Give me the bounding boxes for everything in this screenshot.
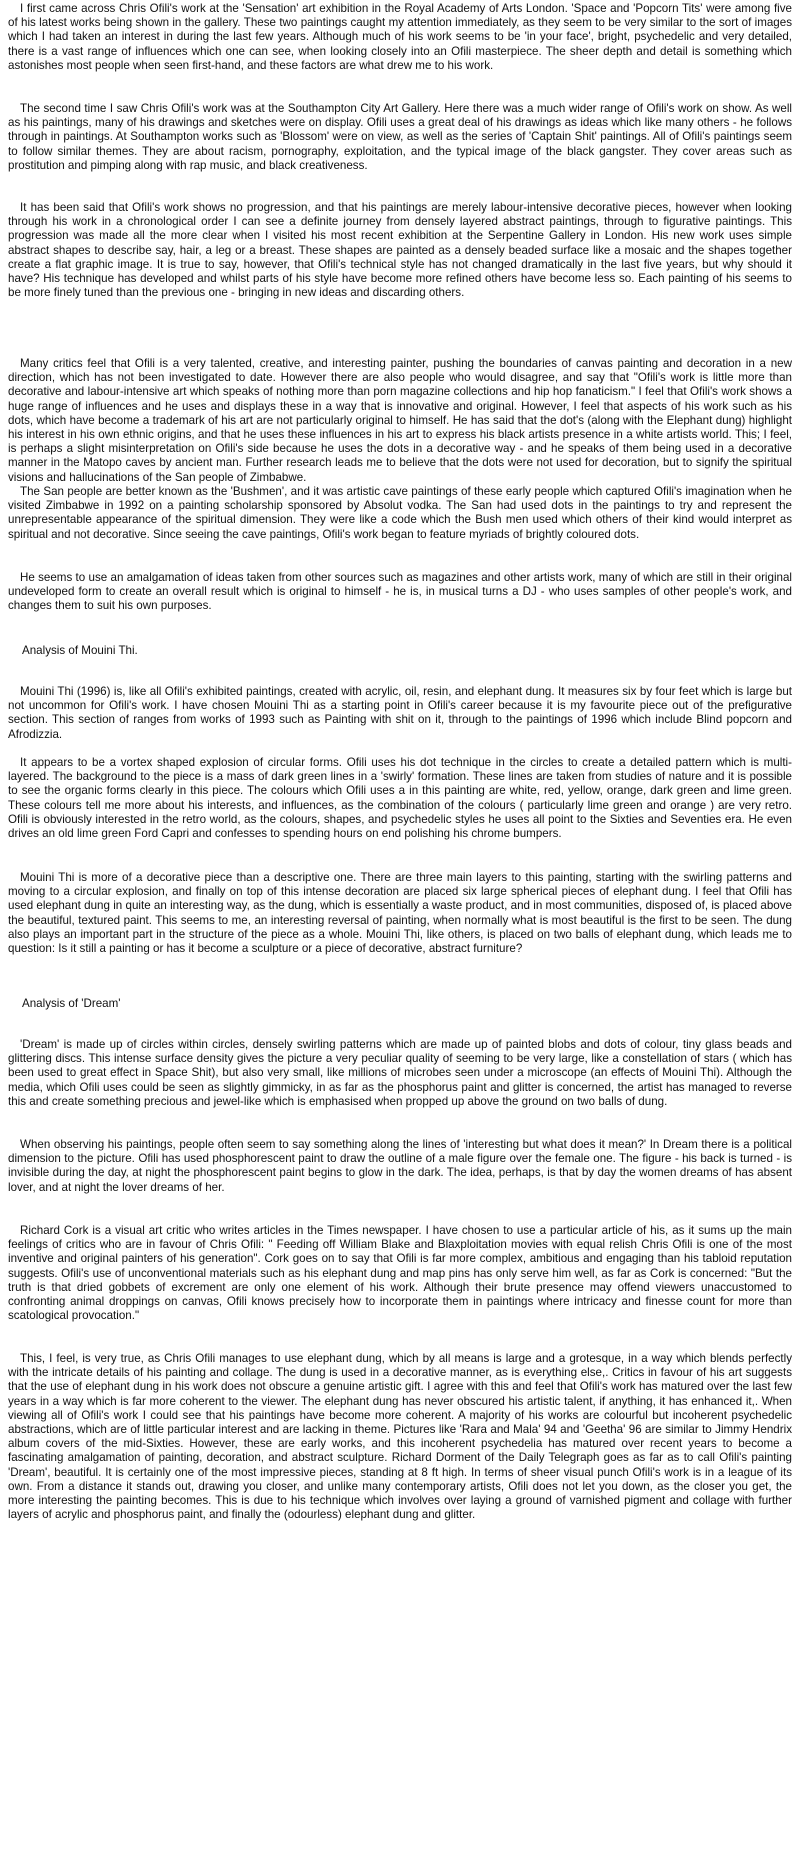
paragraph-progression bbox=[8, 201, 792, 300]
paragraph-sensation bbox=[8, 2, 792, 73]
paragraph-text: I first came across Chris Ofili's work at the 'Sensation' art exhibition in the Royal Academy of Arts London. 'Space and 'Popcorn Tits' were among five of his latest works being shown in the gallery. These two paintings caught my attention immediately, as they seem to be very similar to the sort of images which I had taken an interest in during the last few years. Although much of his work seems to be 'in your face', bright, psychedelic and very detailed, there is a vast range of influences which one can see, when looking closely into an Ofili masterpiece. The sheer depth and detail is something which astonishes most people when seen first-hand, and these factors are what drew me to his work. bbox=[8, 2, 792, 72]
paragraph-text: He seems to use an amalgamation of ideas taken from other sources such as magazines and other artists work, many of which are still in their original undeveloped form to create an overall result which is original to himself - he is, in musical turns a DJ - who uses samples of other people's work, and changes them to suit his own purposes. bbox=[8, 571, 792, 613]
paragraph-text: Many critics feel that Ofili is a very talented, creative, and interesting painter, pushing the boundaries of canvas painting and decoration in a new direction, which has not been investigated to date. However there are also people who would disagree, and say that "Ofili's work is little more than decorative and labour-intensive art which speaks of nothing more than porn magazine collections and hip hop fanaticism." I feel that Ofili's work shows a huge range of influences and he uses and displays these in a way that is innovative and original. However, I feel that aspects of his work such as his dots, which have become a trademark of his art are not particularly original to himself. He has said that the dot's (along with the Elephant dung) highlight his interest in his own ethnic origins, and that he uses these influences in his art to express his black artists presence in a white artists world. This; I feel, is perhaps a slight misinterpretation on Ofili's side because he uses the dots in a decorative way - and he speaks of them being used in a decorative manner in the Matopo caves by ancient man. Further research leads me to believe that the dots were not used for decoration, but to signify the spiritual visions and hallucinations of the San people of Zimbabwe. bbox=[8, 357, 792, 484]
paragraph-san-people bbox=[8, 485, 792, 542]
paragraph-mouini-thi-intro bbox=[8, 685, 792, 742]
paragraph-text: Richard Cork is a visual art critic who writes articles in the Times newspaper. I have chosen to use a particular article of his, as it sums up the main feelings of critics who are in favour of Chris Ofili: " Feeding off William Blake and Blaxploitation movies with equal relish Chris Ofili is one of the most inventive and original painters of his generation". Cork goes on to say that Ofili is far more complex, ambitious and engaging than his tabloid reputation suggests. Ofili's use of unconventional materials such as his elephant dung and map pins has only serve him well, as far as Cork is concerned: "But the truth is that dried gobbets of excrement are only one element of his work. Although their brute presence may offend viewers unaccustomed to confronting animal droppings on canvas, Ofili knows precisely how to incorporate them in paintings where intricacy and finesse count for more than scatological provocation." bbox=[8, 1224, 792, 1323]
paragraph-richard-cork bbox=[8, 1224, 792, 1323]
section-heading-dream bbox=[8, 997, 792, 1011]
paragraph-amalgamation bbox=[8, 571, 792, 614]
paragraph-text: Mouini Thi is more of a decorative piece than a descriptive one. There are three main layers to this painting, starting with the swirling patterns and moving to a circular explosion, and finally on top of this intense decoration are placed six large spherical pieces of elephant dung. I feel that Ofili has used elephant dung in quite an interesting way, as the dung, which is essentially a waste product, and in most communities, disposed of, is placed above the beautiful, textured paint. This seems to me, an interesting reversal of painting, when normally what is most beautiful is the first to be seen. The dung also plays an important part in the structure of the piece as a whole. Mouini Thi, like others, is placed on two balls of elephant dung, which leads me to question: Is it still a painting or has it become a sculpture or a piece of decorative, abstract furniture? bbox=[8, 871, 792, 956]
section-heading: Analysis of Mouini Thi. bbox=[22, 644, 138, 657]
section-heading: Analysis of 'Dream' bbox=[22, 997, 121, 1010]
paragraph-text: The second time I saw Chris Ofili's work was at the Southampton City Art Gallery. Here there was a much wider range of Ofili's work on show. As well as his paintings, many of his drawings and sketches were on display. Ofili uses a great deal of his drawings as ideas which like many others - he follows through in paintings. At Southampton works such as 'Blossom' were on view, as well as the series of 'Captain Shit' paintings. All of Ofili's paintings seem to follow similar themes. They are about racism, pornography, exploitation, and the typical image of the black gangster. They cover areas such as prostitution and pimping along with rap music, and black creativeness. bbox=[8, 102, 792, 172]
paragraph-southampton bbox=[8, 102, 792, 173]
paragraph-text: This, I feel, is very true, as Chris Ofili manages to use elephant dung, which by all means is large and a grotesque, in a way which blends perfectly with the intricate details of his painting and collage. The dung is used in a decorative manner, as is everything else,. Critics in favour of his art suggests that the use of elephant dung in his work does not obscure a genuine artistic gift. I agree with this and feel that Ofili's work has matured over the last few years in a way which is far more coherent to the viewer. The elephant dung has never obscured his artistic talent, if anything, it has enhanced it,. When viewing all of Ofili's work I could see that his paintings have become more coherent. A majority of his works are colourful but incoherent psychedelic abstractions, which are of little particular interest and are lacking in theme. Pictures like 'Rara and Mala' 94 and 'Geetha' 96 are similar to Jimmy Hendrix album covers of the mid-Sixties. However, these are early works, and this incoherent psychedelia has matured over recent years to become a fascinating amalgamation of painting, decoration, and abstract sculpture. Richard Dorment of the Daily Telegraph goes as far as to call Ofili's painting 'Dream', beautiful. It is certainly one of the most impressive pieces, standing at 8 ft high. In terms of sheer visual punch Ofili's work is in a league of its own. From a distance it stands out, drawing you closer, and unlike many contemporary artists, Ofili does not let you down, as the closer you get, the more interesting the painting becomes. This is due to his technique which involves over laying a ground of varnished pigment and collage with further layers of acrylic and phosphorus paint, and finally the (odourless) elephant dung and glitter. bbox=[8, 1352, 792, 1522]
paragraph-text: When observing his paintings, people often seem to say something along the lines of 'interesting but what does it mean?' In Dream there is a political dimension to the picture. Ofili has used phosphorescent paint to draw the outline of a male figure over the female one. The figure - his back is turned - is invisible during the day, at night the phosphorescent paint begins to glow in the dark. The idea, perhaps, is that by day the women dreams of has absent lover, and at night the lover dreams of her. bbox=[8, 1138, 792, 1194]
section-heading-mouini-thi bbox=[8, 644, 792, 658]
paragraph-decorative-piece bbox=[8, 871, 792, 956]
paragraph-vortex bbox=[8, 756, 792, 841]
paragraph-critics bbox=[8, 357, 792, 485]
paragraph-text: The San people are better known as the 'Bushmen', and it was artistic cave paintings of these early people which captured Ofili's imagination when he visited Zimbabwe in 1992 on a painting scholarship sponsored by Absolut vodka. The San had used dots in the paintings to try and represent the unrepresentable appearance of the spiritual dimension. They were like a code which the Bush men used which others of their kind would interpret as spiritual and not decorative. Since seeing the cave paintings, Ofili's work began to feature myriads of brightly coloured dots. bbox=[8, 485, 792, 541]
paragraph-observing bbox=[8, 1138, 792, 1195]
paragraph-text: It has been said that Ofili's work shows no progression, and that his paintings are merely labour-intensive decorative pieces, however when looking through his work in a chronological order I can see a definite journey from densely layered abstract paintings, through to figurative paintings. This progression was made all the more clear when I visited his most recent exhibition at the Serpentine Gallery in London. His new work uses simple abstract shapes to describe say, hair, a leg or a breast. These shapes are painted as a densely beaded surface like a mosaic and the shapes together create a flat graphic image. It is true to say, however, that Ofili's technical style has not changed dramatically in the last five years, but why should it have? His technique has developed and whilst parts of his style have become more refined others have become less so. Each painting of his seems to be more finely tuned than the previous one - bringing in new ideas and discarding others. bbox=[8, 201, 792, 300]
paragraph-text: Mouini Thi (1996) is, like all Ofili's exhibited paintings, created with acrylic, oil, resin, and elephant dung. It measures six by four feet which is large but not uncommon for Ofili's work. I have chosen Mouini Thi as a starting point in Ofili's career because it is my favourite piece out of the prefigurative section. This section of ranges from works of 1993 such as Painting with shit on it, through to the paintings of 1996 which include Blind popcorn and Afrodizzia. bbox=[8, 685, 792, 741]
paragraph-dream-circles bbox=[8, 1038, 792, 1109]
paragraph-text: 'Dream' is made up of circles within circles, densely swirling patterns which are made up of painted blobs and dots of colour, tiny glass beads and glittering discs. This intense surface density gives the picture a very peculiar quality of seeming to be very large, like a constellation of stars ( which has been used to great effect in Space Shit), but also very small, like millions of microbes seen under a microscope (an effects of Mouini Thi). Although the media, which Ofili uses could be seen as slightly gimmicky, in as far as the phosphorus paint and glitter is concerned, the artist has managed to reverse this and create something precious and jewel-like which is emphasised when propped up above the ground on two balls of dung. bbox=[8, 1038, 792, 1108]
paragraph-text: It appears to be a vortex shaped explosion of circular forms. Ofili uses his dot technique in the circles to create a detailed pattern which is multi-layered. The background to the piece is a mass of dark green lines in a 'swirly' formation. These lines are taken from studies of nature and it is possible to see the organic forms clearly in this piece. The colours which Ofili uses a in this painting are white, red, yellow, orange, dark green and lime green. These colours tell me more about his interests, and influences, as the combination of the colours ( particularly lime green and orange ) are very retro. Ofili is obviously interested in the retro world, as the colours, shapes, and psychedelic styles he uses all point to the Sixties and Seventies era. He even drives an old lime green Ford Capri and confesses to spending hours on end polishing his chrome bumpers. bbox=[8, 756, 792, 841]
paragraph-conclusion bbox=[8, 1352, 792, 1522]
